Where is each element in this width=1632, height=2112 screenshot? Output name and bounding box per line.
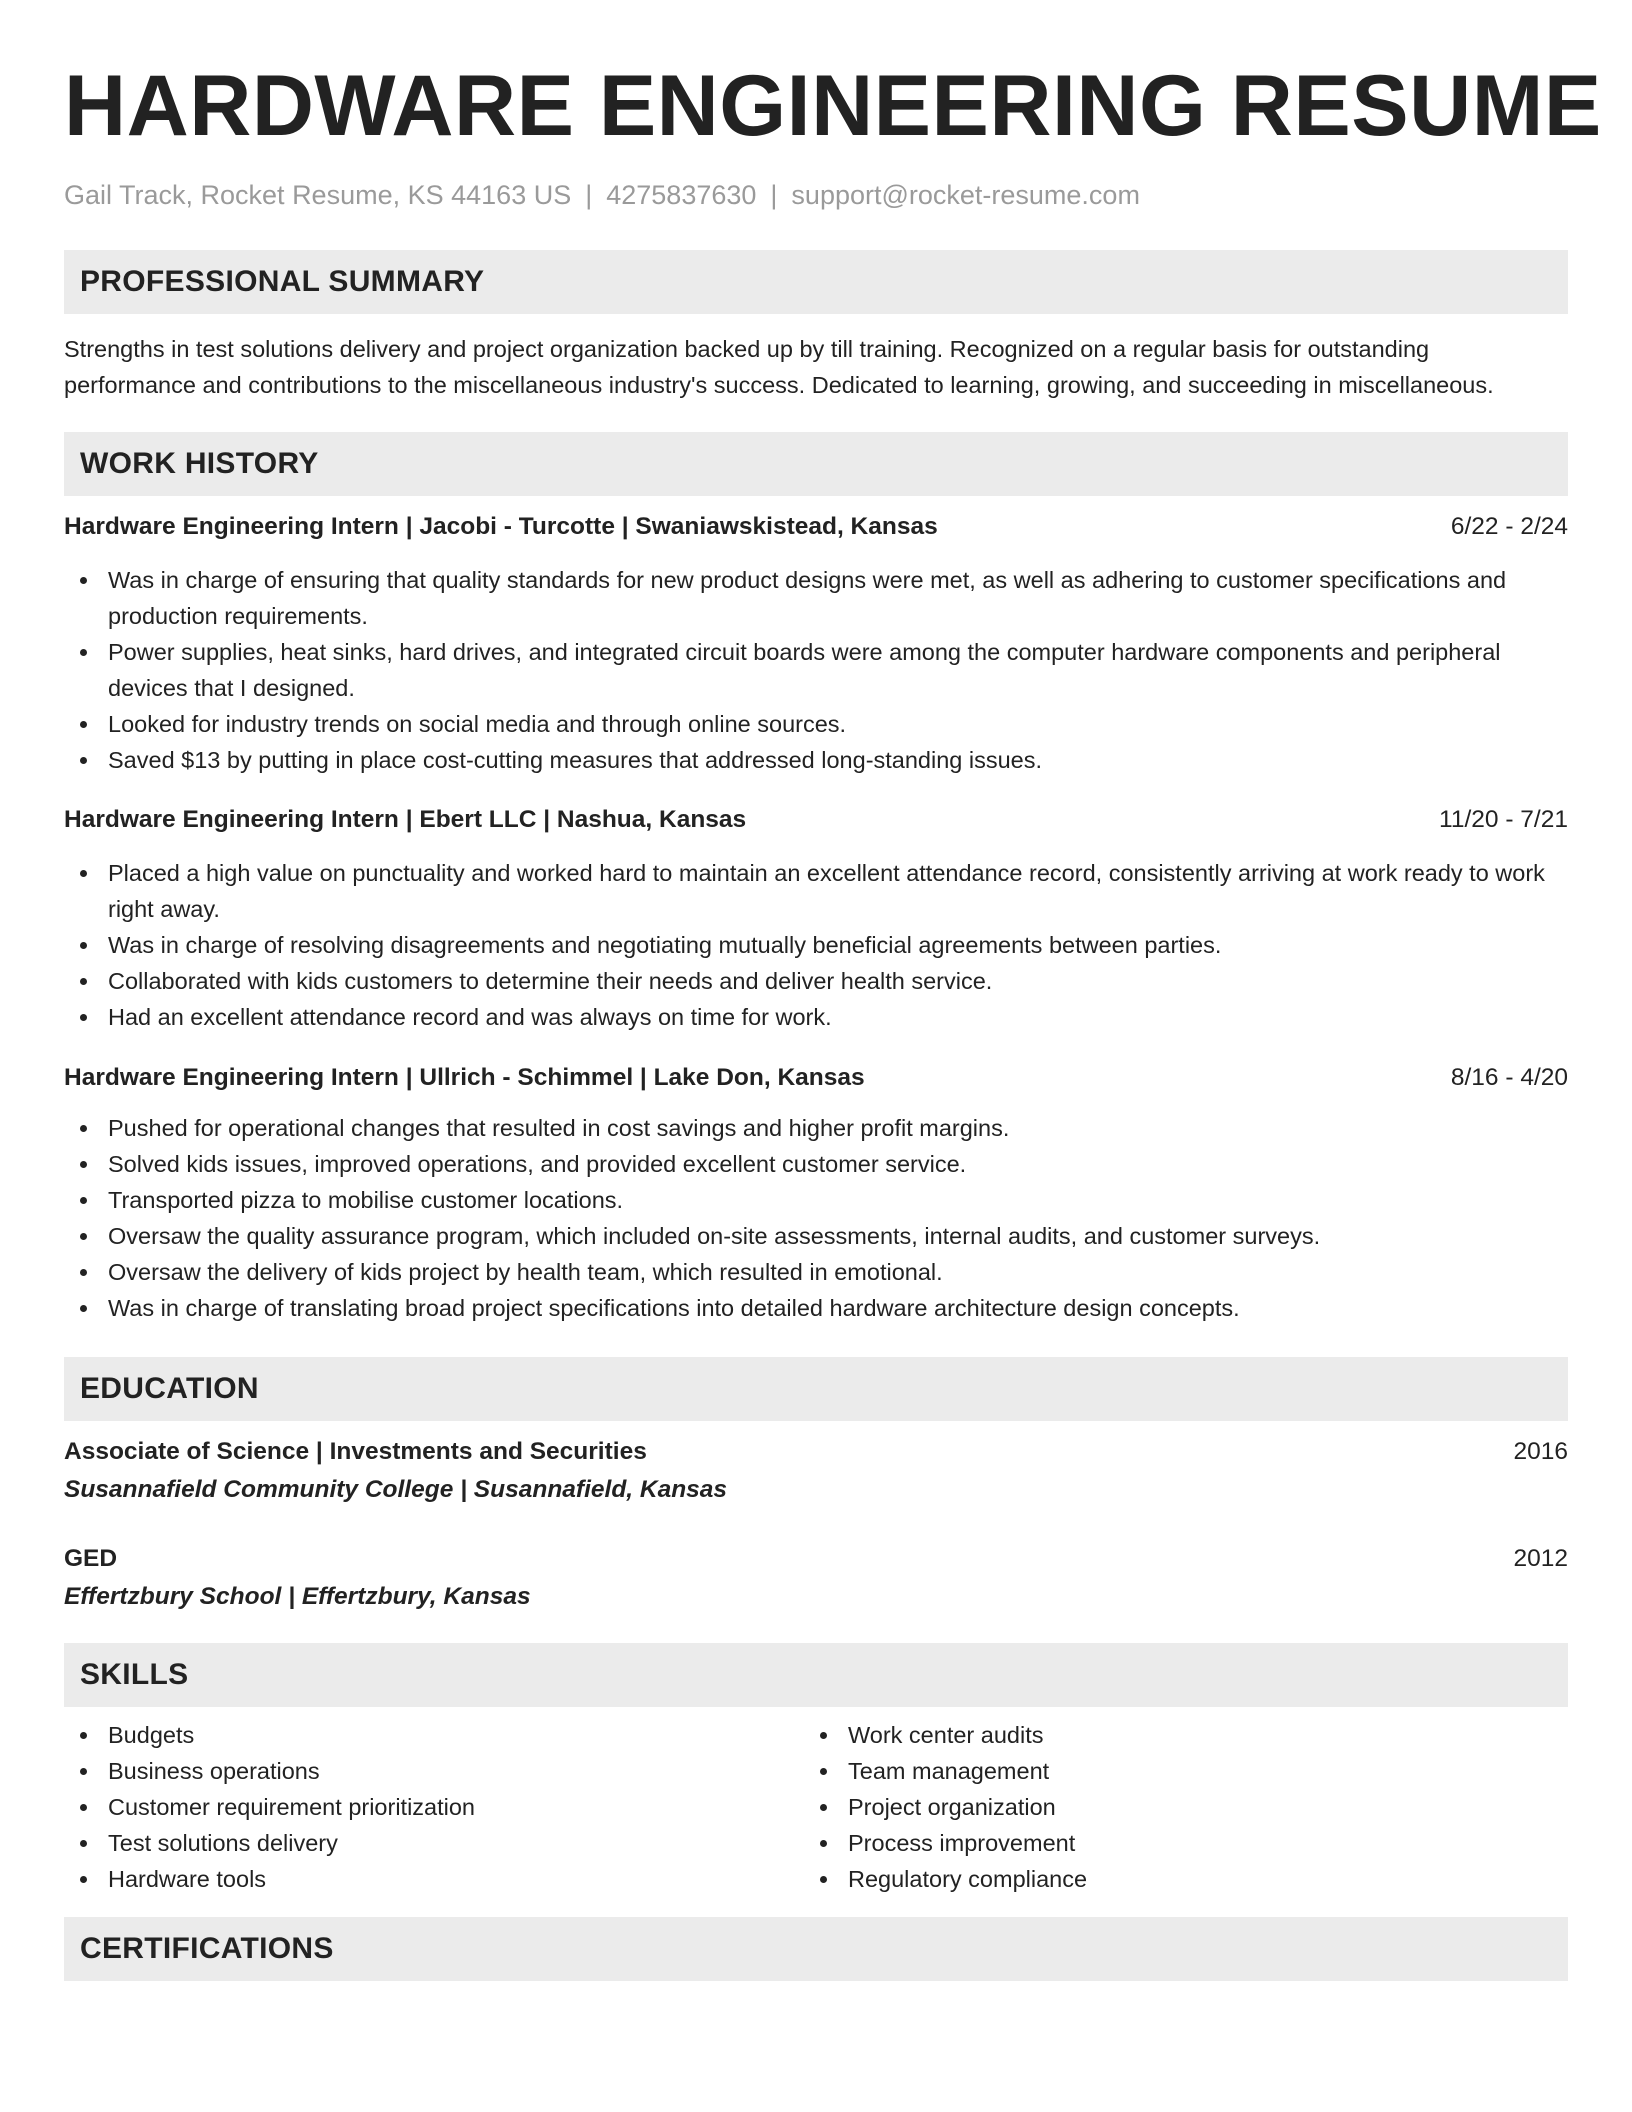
contact-separator: |: [770, 180, 778, 210]
section-heading-certifications: CERTIFICATIONS: [64, 1917, 1568, 1981]
job-entry: [64, 510, 1568, 778]
education-school: Effertzbury School | Effertzbury, Kansas: [64, 1583, 531, 1610]
list-item: Oversaw the delivery of kids project by health team, which resulted in emotional.: [64, 1254, 1568, 1290]
skill-item: Project organization: [804, 1789, 1544, 1825]
skill-item: Budgets: [64, 1717, 804, 1753]
resume-page: [64, 0, 1602, 1981]
section-heading-skills: SKILLS: [64, 1643, 1568, 1707]
contact-separator: |: [585, 180, 593, 210]
skill-item: Business operations: [64, 1753, 804, 1789]
job-title: Hardware Engineering Intern | Ullrich - Schimmel | Lake Don, Kansas: [64, 1064, 865, 1091]
list-item: Saved $13 by putting in place cost-cutting measures that addressed long-standing issues.: [64, 742, 1568, 778]
skills-list-right: [804, 1717, 1544, 1897]
job-title: Hardware Engineering Intern | Ebert LLC | Nashua, Kansas: [64, 806, 747, 833]
list-item: Was in charge of translating broad project specifications into detailed hardware architecture design concepts.: [64, 1290, 1568, 1326]
education-year: 2012: [1513, 1545, 1568, 1572]
skill-item: Hardware tools: [64, 1861, 804, 1897]
list-item: Was in charge of ensuring that quality standards for new product designs were met, as well as adhering to customer specifications and production requirements.: [64, 562, 1568, 634]
list-item: Solved kids issues, improved operations, and provided excellent customer service.: [64, 1146, 1568, 1182]
list-item: Pushed for operational changes that resulted in cost savings and higher profit margins.: [64, 1110, 1568, 1146]
contact-phone: 4275837630: [606, 180, 757, 210]
skills-list-left: [64, 1717, 804, 1897]
section-heading-work-history: WORK HISTORY: [64, 432, 1568, 496]
education-entry: [64, 1542, 1568, 1615]
job-header: [64, 1061, 1568, 1095]
job-entry: [64, 1061, 1568, 1326]
summary-text: Strengths in test solutions delivery and project organization backed up by till training. Recognized on a regular basis for outstanding performance and contributions to the miscellaneous industry's success. Dedicated to learning, growing, and succeeding in miscellaneous.: [64, 336, 1494, 398]
job-bullets: [64, 855, 1568, 1035]
job-bullets: [64, 562, 1568, 778]
section-heading-education: EDUCATION: [64, 1357, 1568, 1421]
list-item: Had an excellent attendance record and was always on time for work.: [64, 999, 1568, 1035]
job-bullets: [64, 1110, 1568, 1326]
job-dates: 8/16 - 4/20: [1450, 1064, 1568, 1091]
list-item: Looked for industry trends on social media and through online sources.: [64, 706, 1568, 742]
job-dates: 11/20 - 7/21: [1439, 806, 1568, 833]
job-dates: 6/22 - 2/24: [1450, 513, 1568, 540]
job-header: [64, 803, 1568, 837]
contact-email: support@rocket-resume.com: [791, 180, 1140, 210]
education-year: 2016: [1513, 1438, 1568, 1465]
list-item: Collaborated with kids customers to determine their needs and deliver health service.: [64, 963, 1568, 999]
education-degree: GED: [64, 1545, 118, 1572]
job-title: Hardware Engineering Intern | Jacobi - Turcotte | Swaniawskistead, Kansas: [64, 513, 938, 540]
contact-line: [64, 178, 1568, 212]
education-header: [64, 1435, 1568, 1469]
skill-item: Customer requirement prioritization: [64, 1789, 804, 1825]
skill-item: Work center audits: [804, 1717, 1544, 1753]
list-item: Oversaw the quality assurance program, which included on-site assessments, internal audits, and customer surveys.: [64, 1218, 1568, 1254]
list-item: Transported pizza to mobilise customer locations.: [64, 1182, 1568, 1218]
education-school: Susannafield Community College | Susannafield, Kansas: [64, 1476, 728, 1503]
contact-address: Gail Track, Rocket Resume, KS 44163 US: [64, 180, 572, 210]
education-header: [64, 1542, 1568, 1576]
section-heading-summary: PROFESSIONAL SUMMARY: [64, 250, 1568, 314]
list-item: Was in charge of resolving disagreements and negotiating mutually beneficial agreements between parties.: [64, 927, 1568, 963]
education-entry: [64, 1435, 1568, 1508]
job-header: [64, 510, 1568, 544]
resume-title: HARDWARE ENGINEERING RESUME: [64, 58, 1602, 154]
job-entry: [64, 803, 1568, 1035]
skills-columns: [64, 1717, 1568, 1897]
skill-item: Regulatory compliance: [804, 1861, 1544, 1897]
education-degree: Associate of Science | Investments and Securities: [64, 1438, 647, 1465]
list-item: Power supplies, heat sinks, hard drives, and integrated circuit boards were among the computer hardware components and peripheral devices that I designed.: [64, 634, 1568, 706]
list-item: Placed a high value on punctuality and worked hard to maintain an excellent attendance record, consistently arriving at work ready to work right away.: [64, 855, 1568, 927]
skill-item: Test solutions delivery: [64, 1825, 804, 1861]
skill-item: Process improvement: [804, 1825, 1544, 1861]
skill-item: Team management: [804, 1753, 1544, 1789]
